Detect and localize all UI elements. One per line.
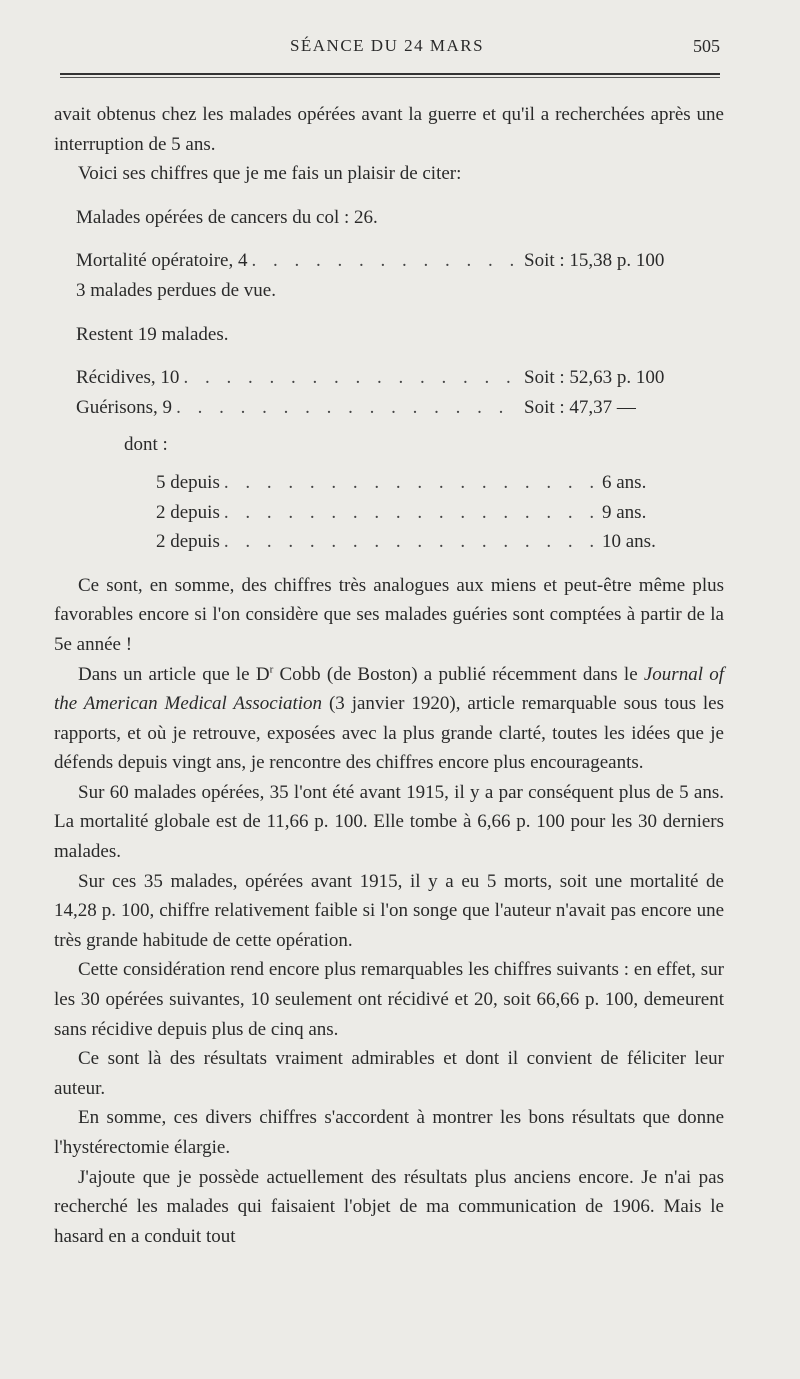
dot-leader — [224, 468, 598, 498]
cures-value: Soit : 47,37 — — [524, 396, 636, 418]
body-text — [54, 100, 724, 1251]
journal-title: Journal of the American Medical Association — [54, 663, 724, 715]
intro-paragraph: avait obtenus chez les malades opérées avant la guerre et qu'il a recherchées après une interruption de 5 ans. — [54, 104, 724, 155]
dot-leader — [251, 246, 520, 276]
paragraph: En somme, ces divers chiffres s'accordent à montrer les bons résultats que donne l'hystérectomie élargie. — [54, 1107, 724, 1158]
breakdown-value: 6 ans. — [602, 471, 647, 493]
mortality-label: Mortalité opératoire, 4 — [76, 250, 248, 272]
running-header — [54, 36, 720, 62]
remaining-line: Restent 19 malades. — [76, 323, 229, 345]
paragraph: J'ajoute que je possède actuellement des résultats plus anciens encore. Je n'ai pas recherché les malades qui faisaient l'objet de ma communication de 1906. Mais le hasard en a conduit tout — [54, 1166, 724, 1247]
breakdown-list — [156, 468, 662, 557]
breakdown-value: 10 ans. — [602, 531, 656, 553]
dot-leader — [183, 363, 520, 393]
lost-line: 3 malades perdues de vue. — [76, 279, 276, 301]
mortality-line — [76, 246, 702, 276]
breakdown-label: 5 depuis — [156, 471, 220, 493]
breakdown-row — [156, 468, 662, 498]
recurrences-value: Soit : 52,63 p. 100 — [524, 367, 665, 389]
dot-leader — [224, 527, 598, 557]
paragraph: Ce sont, en somme, des chiffres très analogues aux miens et peut-être même plus favorables encore si l'on considère que ses malades guéries sont comptées à partir de la 5e année ! — [54, 574, 724, 655]
mortality-value: Soit : 15,38 p. 100 — [524, 250, 665, 272]
header-title: SÉANCE DU 24 MARS — [289, 36, 485, 55]
paragraph: Sur ces 35 malades, opérées avant 1915, il y a eu 5 morts, soit une mortalité de 14,28 p. 100, chiffre relativement faible si l'on songe que l'auteur n'avait pas encore une très grande habitude de cette opération. — [54, 870, 724, 951]
recurrences-label: Récidives, 10 — [76, 367, 180, 389]
stats-heading: Malades opérées de cancers du col : 26. — [76, 206, 378, 228]
statistics-block — [76, 203, 702, 557]
dont-label: dont : — [124, 434, 168, 456]
breakdown-row — [156, 498, 662, 528]
paragraph-cobb: Dans un article que le $D^r$ Cobb (de Boston) a publié récemment dans le Journal of the American Medical Association (3 janvier 1920), article remarquable sous tous les rapports, et où je retrouve, exposées avec la plus grande clarté, toutes les idées que je défends depuis vingt ans, je rencontre des chiffres encore plus encourageants. — [54, 663, 724, 774]
paragraph: Sur 60 malades opérées, 35 l'ont été avant 1915, il y a par conséquent plus de 5 ans. La mortalité globale est de 11,66 p. 100. Elle tombe à 6,66 p. 100 pour les 30 derniers malades. — [54, 781, 724, 863]
breakdown-label: 2 depuis — [156, 501, 220, 523]
cures-line — [76, 393, 702, 423]
header-rule — [60, 73, 720, 78]
cures-label: Guérisons, 9 — [76, 396, 173, 418]
breakdown-label: 2 depuis — [156, 531, 220, 553]
dot-leader — [176, 393, 520, 423]
breakdown-value: 9 ans. — [602, 501, 647, 523]
paragraph: Ce sont là des résultats vraiment admirables et dont il convient de féliciter leur auteur. — [54, 1048, 724, 1099]
intro-paragraph-2: Voici ses chiffres que je me fais un plaisir de citer: — [78, 163, 462, 185]
dot-leader — [224, 498, 598, 528]
paragraph: Cette considération rend encore plus remarquables les chiffres suivants : en effet, sur les 30 opérées suivantes, 10 seulement ont récidivé et 20, soit 66,66 p. 100, demeurent sans récidive depuis plus de cinq ans. — [54, 959, 724, 1040]
breakdown-row — [156, 527, 662, 557]
page-number: 505 — [693, 36, 720, 56]
recurrences-line — [76, 363, 702, 393]
